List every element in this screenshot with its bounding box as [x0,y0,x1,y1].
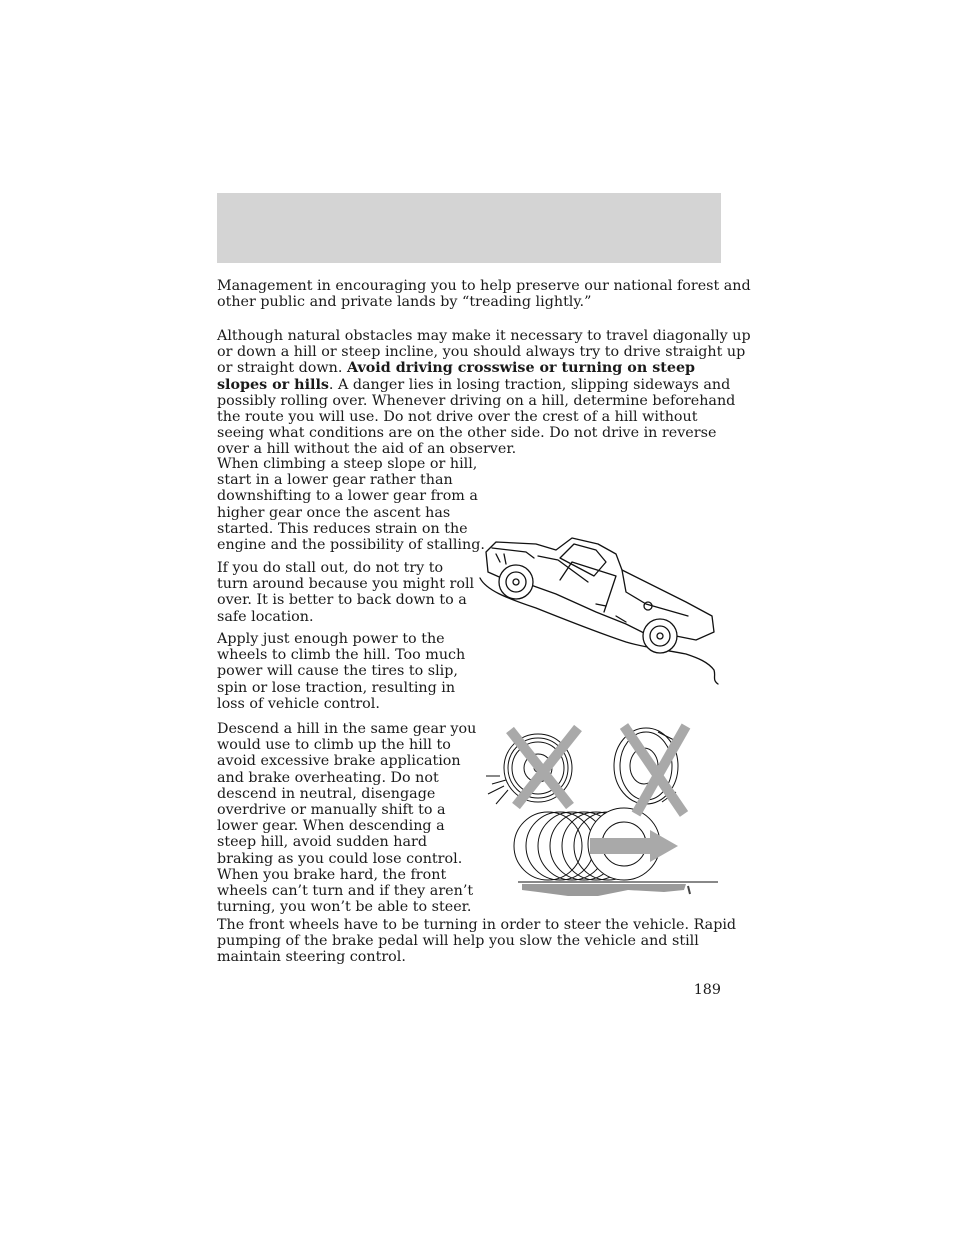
section-header-band [217,193,721,263]
pickup-truck-illustration [476,532,722,688]
text-line: The front wheels have to be turning in order to steer the vehicle. Rapid [217,917,737,933]
text-line: Descend a hill in the same gear you [217,721,477,737]
text-line: descend in neutral, disengage [217,785,436,802]
text-line: or down a hill or steep incline, you should always try to drive straight up [217,344,746,361]
text-line [217,376,731,393]
wheel-traction-illustration [478,720,720,906]
text-line: avoid excessive brake application [217,753,461,770]
text-line: spin or lose traction, resulting in [217,679,456,696]
text-line: power will cause the tires to slip, [217,663,458,680]
text-run: or straight down. [217,360,347,377]
text-line [217,360,721,376]
text-line: possibly rolling over. Whenever driving on a hill, determine beforehand [217,392,736,409]
text-line: wheels to climb the hill. Too much [217,647,466,664]
text-line: If you do stall out, do not try to [217,560,444,576]
text-line: and brake overheating. Do not [217,769,439,786]
text-line: other public and private lands by “treading lightly.” [217,294,592,311]
text-line: When climbing a steep slope or hill, [217,456,478,472]
text-line: seeing what conditions are on the other side. Do not drive in reverse [217,425,717,442]
text-line: turning, you won’t be able to steer. [217,899,472,916]
text-line: overdrive or manually shift to a [217,802,446,819]
text-line: lower gear. When descending a [217,818,445,835]
text-line: the route you will use. Do not drive over the crest of a hill without [217,409,698,426]
text-line: over. It is better to back down to a [217,592,467,609]
page-number: 189 [693,982,721,998]
text-line: wheels can’t turn and if they aren’t [217,883,474,900]
text-line: would use to climb up the hill to [217,737,451,754]
paragraph-hill-driving [217,328,751,458]
text-line: turn around because you might roll [217,576,475,593]
text-line: steep hill, avoid sudden hard [217,834,427,851]
text-run: . A danger lies in losing traction, slipping sideways and [328,376,731,393]
text-line: Apply just enough power to the [217,631,445,647]
text-line: start in a lower gear rather than [217,472,453,489]
text-line: Management in encouraging you to help preserve our national forest and [217,278,751,294]
text-line: safe location. [217,608,314,625]
paragraph-descend [217,721,477,916]
text-line: maintain steering control. [217,949,406,966]
text-line: higher gear once the ascent has [217,504,451,521]
text-line: downshifting to a lower gear from a [217,488,478,505]
text-line: loss of vehicle control. [217,695,380,712]
paragraph-stall [217,560,475,625]
text-line: braking as you could lose control. [217,850,463,867]
text-line: When you brake hard, the front [217,866,447,883]
paragraph-front-wheels [217,917,737,966]
paragraph-power [217,631,469,712]
text-line: pumping of the brake pedal will help you slow the vehicle and still [217,933,699,950]
text-line: Although natural obstacles may make it necessary to travel diagonally up [217,328,751,344]
bold-warning-text: Avoid driving crosswise or turning on steep [346,360,696,377]
bold-warning-text: slopes or hills [217,376,329,393]
paragraph-tread-lightly [217,278,751,311]
paragraph-climbing [217,456,485,554]
text-line: engine and the possibility of stalling. [217,537,485,554]
text-line: started. This reduces strain on the [217,520,468,537]
text-line: over a hill without the aid of an observer. [217,441,517,458]
